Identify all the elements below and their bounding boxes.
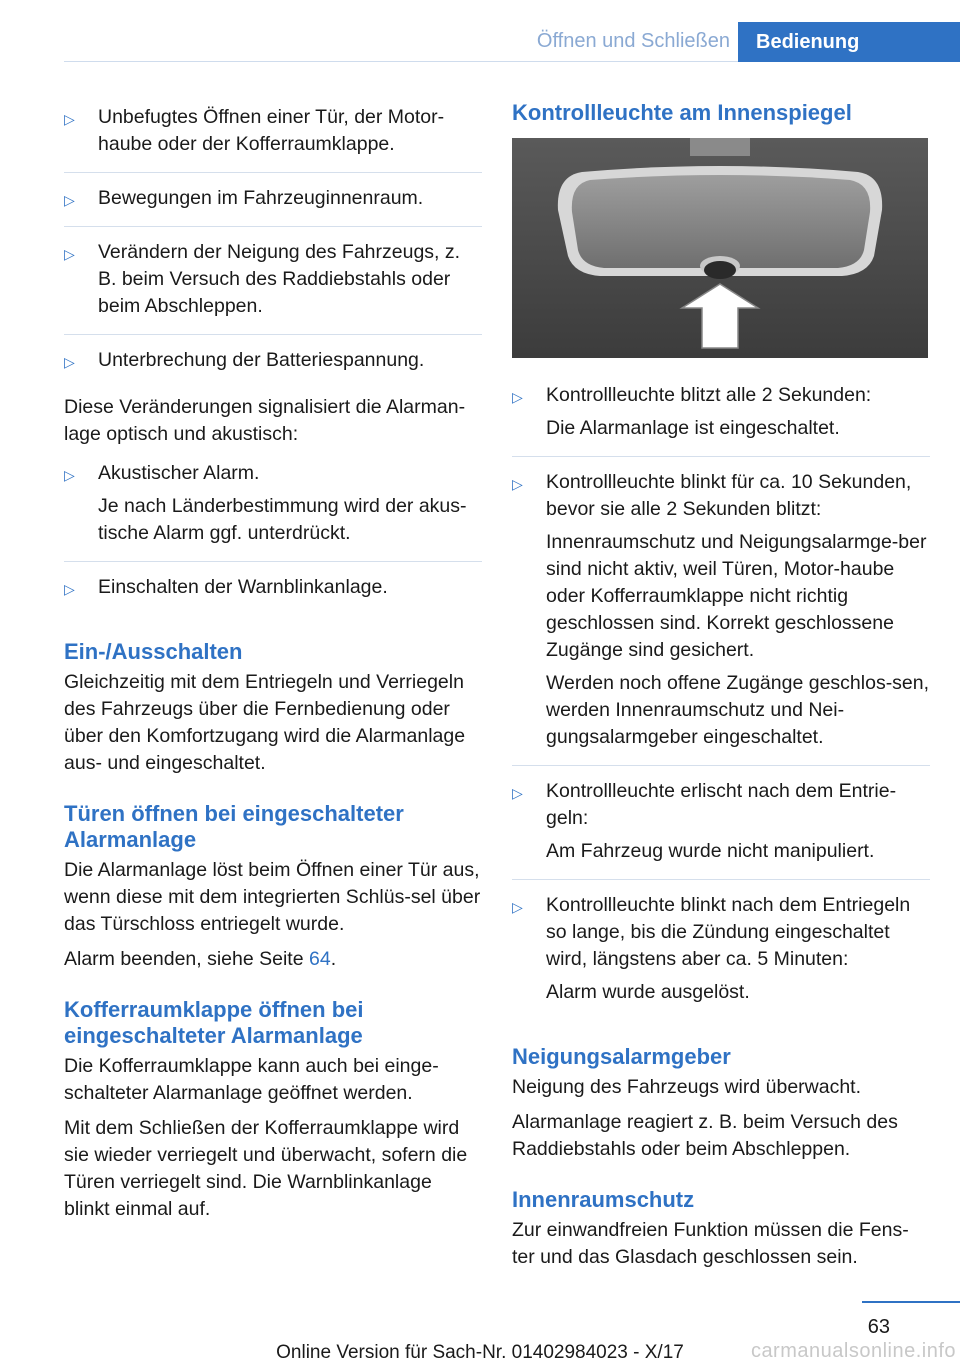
list-item: ▷ Unbefugtes Öffnen einer Tür, der Motor-haube oder der Kofferraumklappe. bbox=[64, 100, 482, 173]
onoff-text: Gleichzeitig mit dem Entriegeln und Verriegeln des Fahrzeugs über die Fernbedienung oder über den Komfortzugang wird die Alarmanlage aus- und eingeschaltet. bbox=[64, 671, 466, 774]
list-item: ▷ Kontrollleuchte blinkt nach dem Entriegeln so lange, bis die Zündung eingeschaltet wird, längstens aber ca. 5 Minuten: Alarm wurde ausgelöst. bbox=[512, 894, 911, 1003]
header-rule bbox=[64, 61, 738, 62]
page-number: 63 bbox=[867, 1316, 890, 1338]
list-item: ▷ Kontrollleuchte blinkt für ca. 10 Sekunden, bevor sie alle 2 Sekunden blitzt: Innenraumschutz und Neigungsalarmge-ber sind nicht aktiv, weil Türen, Motor-haube oder Kofferraumklappe nicht richtig geschlossen sind. Korrekt geschlossene Zugänge sind gesichert. Werden noch offene Zugänge geschlos-sen, werden Innenraumschutz und Nei-gungsalarmgeber eingeschaltet. bbox=[512, 465, 930, 766]
mirror-photo bbox=[512, 138, 928, 358]
online-version: Online Version für Sach-Nr. 01402984023 - X/17 bbox=[276, 1342, 684, 1363]
triangle-bullet-icon: ▷ bbox=[512, 785, 523, 801]
heading-tilt: Neigungsalarmgeber bbox=[512, 1044, 731, 1069]
triangle-bullet-icon: ▷ bbox=[64, 192, 75, 208]
triangle-bullet-icon: ▷ bbox=[64, 246, 75, 262]
alarm-stop-text: Alarm beenden, siehe Seite 64. bbox=[64, 948, 337, 970]
page-footer bbox=[0, 1300, 960, 1362]
triangle-bullet-icon: ▷ bbox=[64, 467, 75, 483]
list-item: ▷ Einschalten der Warnblinkanlage. bbox=[64, 576, 388, 598]
triangle-bullet-icon: ▷ bbox=[512, 899, 523, 915]
trunk-text-2: Mit dem Schließen der Kofferraumklappe wird sie wieder verriegelt und überwacht, sofern die Türen verriegelt sind. Die Warnblinkanlage blinkt einmal auf. bbox=[64, 1117, 468, 1220]
page-link[interactable]: 64 bbox=[309, 948, 331, 970]
list-item: ▷ Kontrollleuchte erlischt nach dem Entrie-geln: Am Fahrzeug wurde nicht manipuliert. bbox=[512, 774, 930, 880]
heading-indicator: Kontrollleuchte am Innenspiegel bbox=[512, 100, 852, 125]
triangle-bullet-icon: ▷ bbox=[64, 354, 75, 370]
heading-onoff: Ein-/Ausschalten bbox=[64, 639, 243, 664]
tilt-text-1: Neigung des Fahrzeugs wird überwacht. bbox=[512, 1076, 862, 1098]
triangle-bullet-icon: ▷ bbox=[512, 476, 523, 492]
list-item: ▷ Kontrollleuchte blitzt alle 2 Sekunden: Die Alarmanlage ist eingeschaltet. bbox=[512, 378, 930, 457]
mirror-illustration bbox=[512, 138, 928, 358]
list-item: ▷ Verändern der Neigung des Fahrzeugs, z. B. beim Versuch des Raddiebstahls oder beim Abschleppen. bbox=[64, 235, 482, 335]
triangle-bullet-icon: ▷ bbox=[64, 581, 75, 597]
list-item: ▷ Unterbrechung der Batteriespannung. bbox=[64, 349, 425, 371]
heading-trunk: Kofferraumklappe öffnen bei eingeschalteter Alarmanlage bbox=[64, 997, 364, 1048]
indicator-list bbox=[512, 378, 930, 1020]
heading-interior: Innenraumschutz bbox=[512, 1187, 695, 1212]
trigger-list bbox=[64, 100, 482, 388]
section-title: Öffnen und Schließen bbox=[536, 30, 730, 52]
left-column bbox=[64, 100, 482, 1231]
triangle-bullet-icon: ▷ bbox=[512, 389, 523, 405]
list-item: ▷ Akustischer Alarm. Je nach Länderbestimmung wird der akus-tische Alarm ggf. unterdrückt. bbox=[64, 456, 482, 562]
triangle-bullet-icon: ▷ bbox=[64, 111, 75, 127]
chapter-tab: Bedienung bbox=[738, 22, 960, 62]
alarm-list bbox=[64, 456, 482, 615]
doors-text: Die Alarmanlage löst beim Öffnen einer Tür aus, wenn diese mit dem integrierten Schlüs-sel über das Türschloss entriegelt wurde. bbox=[64, 859, 481, 935]
interior-text: Zur einwandfreien Funktion müssen die Fens-ter und das Glasdach geschlossen sein. bbox=[512, 1219, 909, 1268]
right-column bbox=[512, 100, 930, 1279]
trunk-text-1: Die Kofferraumklappe kann auch bei einge-schalteter Alarmanlage geöffnet werden. bbox=[64, 1055, 439, 1104]
heading-doors: Türen öffnen bei eingeschalteter Alarmanlage bbox=[64, 801, 404, 852]
footer-rule bbox=[862, 1301, 960, 1303]
watermark: carmanualsonline.info bbox=[750, 1340, 956, 1362]
page-header bbox=[0, 0, 960, 62]
tilt-text-2: Alarmanlage reagiert z. B. beim Versuch des Raddiebstahls oder beim Abschleppen. bbox=[512, 1111, 898, 1160]
intro-text: Diese Veränderungen signalisiert die Alarman-lage optisch und akustisch: bbox=[64, 396, 466, 445]
list-item: ▷ Bewegungen im Fahrzeuginnenraum. bbox=[64, 181, 482, 227]
